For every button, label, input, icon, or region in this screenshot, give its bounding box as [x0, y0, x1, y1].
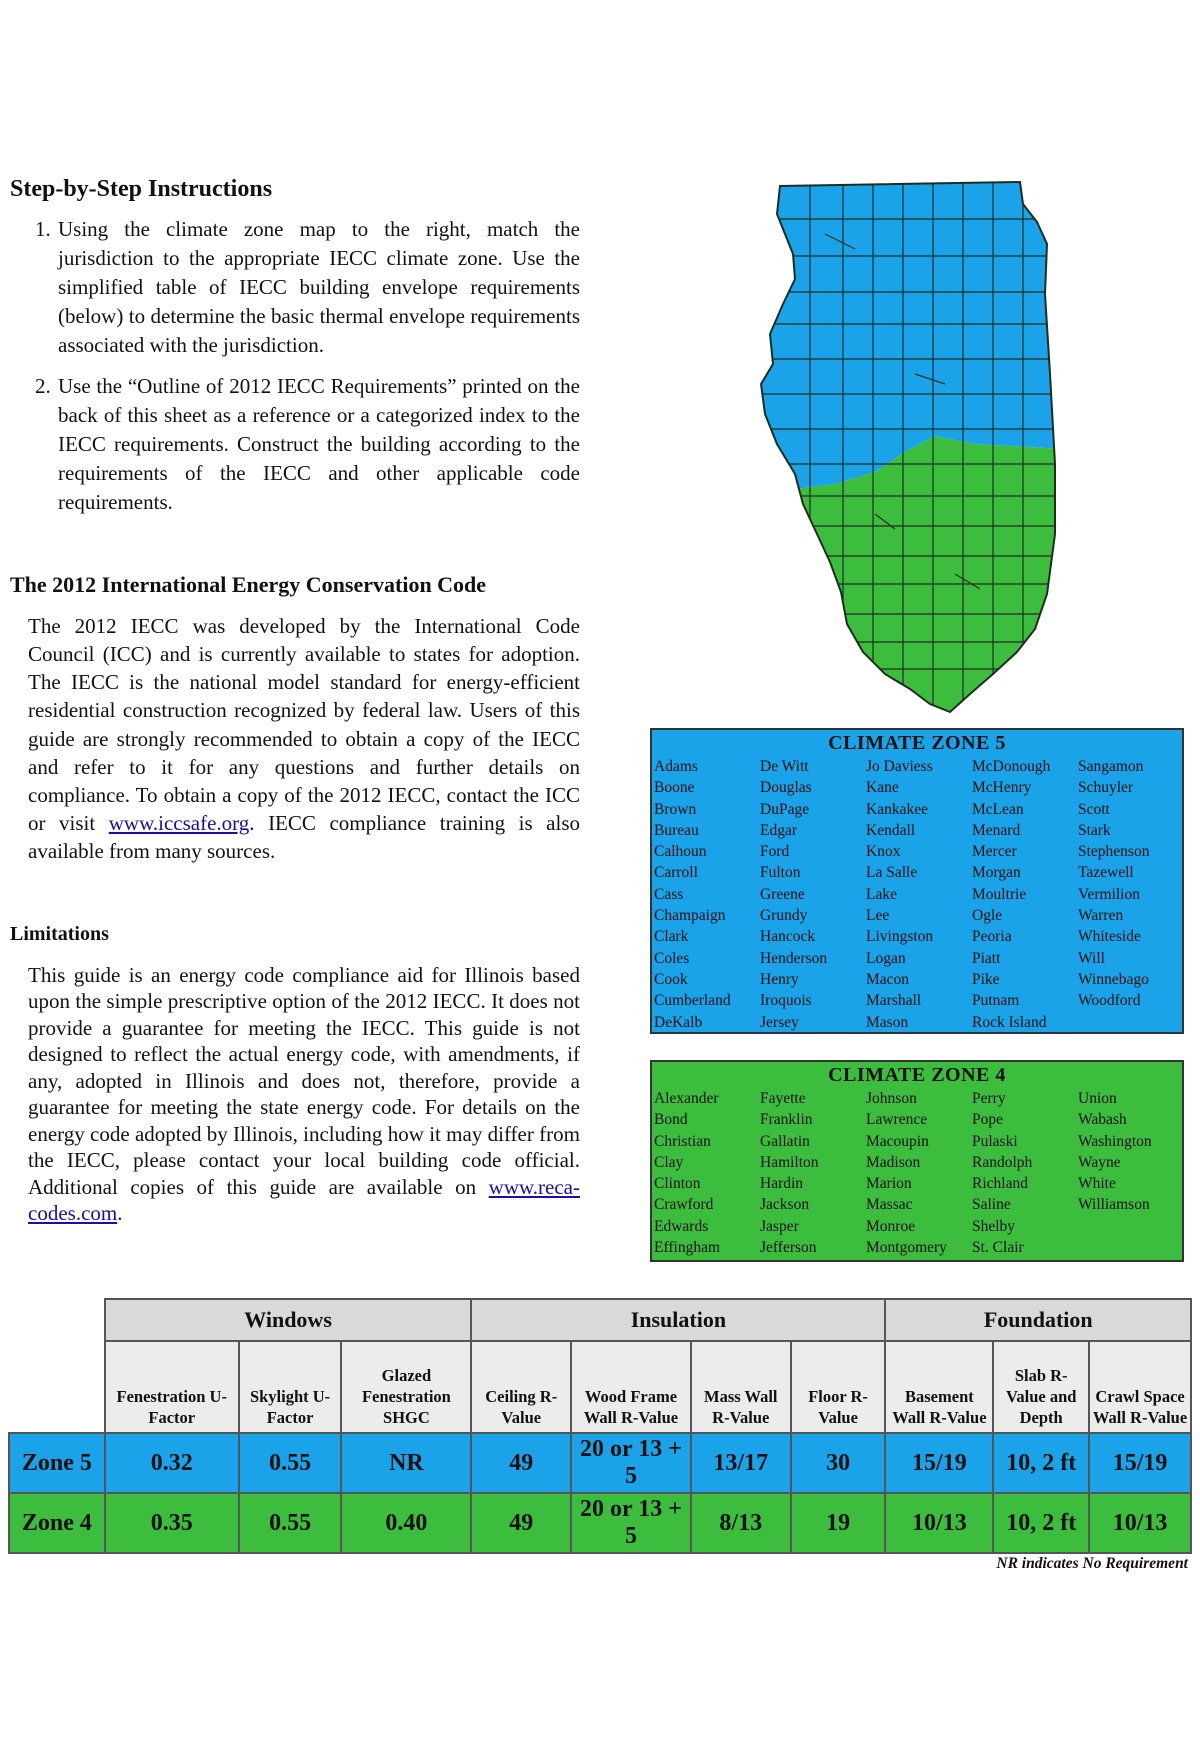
table-cell: 49: [471, 1433, 571, 1493]
county-column: [652, 1088, 758, 1258]
county-name: Morgan: [972, 864, 1021, 882]
county-name: Bureau: [654, 821, 699, 839]
county-name: Clark: [654, 928, 689, 946]
county-name: McLean: [972, 800, 1024, 818]
table-row-zone-5: [9, 1433, 1191, 1493]
limitations-paragraph: This guide is an energy code compliance aid for Illinois based upon the simple prescriptive option of the 2012 IECC. It does not provide a guarantee for meeting the IECC. This guide is not designed to reflect the actual energy code, with amendments, if any, adopted in Illinois and does not, therefore, provide a guarantee for meeting the state energy code. For details on the energy code adopted by Illinois, including how it may differ from the IECC, please contact your local building code official. Additional copies of this guide are available on www.reca-codes.com.: [28, 963, 580, 1226]
county-column: [1076, 756, 1182, 1033]
county-name: St. Clair: [972, 1239, 1024, 1257]
county-name: Lee: [866, 907, 890, 925]
county-name: Jo Daviess: [866, 758, 933, 775]
county-name: Alexander: [654, 1090, 719, 1107]
county-column: [758, 756, 864, 1033]
iecc-paragraph: The 2012 IECC was developed by the International Code Council (ICC) and is currently available to states for adoption. The IECC is the national model standard for energy-efficient residential construction recognized by federal law. Users of this guide are strongly recommended to obtain a copy of the IECC and refer to it for any questions and further details on compliance. To obtain a copy of the 2012 IECC, contact the ICC or visit www.iccsafe.org. IECC compliance training is also available from many sources.: [28, 614, 580, 863]
table-cell: 10/13: [1089, 1493, 1191, 1553]
column-header: Skylight U-Factor: [239, 1341, 342, 1433]
table-cell: 15/19: [885, 1433, 993, 1493]
county-name: Fulton: [760, 864, 801, 882]
county-name: Stark: [1078, 821, 1111, 839]
county-column: [652, 756, 758, 1033]
county-name: Clay: [654, 1153, 684, 1171]
county-name: Ford: [760, 843, 790, 861]
county-name: Carroll: [654, 864, 698, 882]
limitations-title: Limitations: [10, 923, 109, 945]
climate-zone-5-box: [650, 728, 1184, 1034]
county-name: Douglas: [760, 779, 812, 797]
county-column: [864, 1088, 970, 1258]
county-name: Sangamon: [1078, 758, 1144, 775]
county-name: Clinton: [654, 1175, 701, 1193]
zone-label: Zone 4: [9, 1493, 105, 1553]
county-name: Scott: [1078, 800, 1110, 818]
county-name: Kane: [866, 779, 899, 797]
nr-footnote: NR indicates No Requirement: [996, 1555, 1188, 1572]
zone-label: Zone 5: [9, 1433, 105, 1493]
column-header: Floor R-Value: [791, 1341, 886, 1433]
county-name: Randolph: [972, 1153, 1033, 1171]
county-name: Moultrie: [972, 885, 1027, 903]
county-name: Knox: [866, 843, 901, 861]
county-name: Kendall: [866, 821, 916, 839]
county-name: Champaign: [654, 907, 726, 925]
column-header: Crawl Space Wall R-Value: [1089, 1341, 1191, 1433]
table-cell: 10, 2 ft: [993, 1493, 1089, 1553]
county-name: Bond: [654, 1111, 688, 1129]
county-name: Wabash: [1078, 1111, 1127, 1129]
county-name: Logan: [866, 949, 906, 967]
county-name: Washington: [1078, 1132, 1152, 1150]
table-cell: 0.55: [239, 1433, 342, 1493]
county-name: Iroquois: [760, 992, 812, 1010]
county-column: [758, 1088, 864, 1258]
county-name: White: [1078, 1175, 1116, 1193]
column-header: Glazed Fenestration SHGC: [341, 1341, 471, 1433]
column-header: Ceiling R-Value: [471, 1341, 571, 1433]
county-name: Pope: [972, 1111, 1003, 1129]
county-name: Mercer: [972, 843, 1017, 861]
group-header-insulation: Insulation: [471, 1299, 885, 1341]
county-name: Edgar: [760, 821, 798, 839]
county-column: [970, 756, 1076, 1033]
column-header: Slab R-Value and Depth: [993, 1341, 1089, 1433]
county-name: Madison: [866, 1153, 921, 1171]
county-name: Jackson: [760, 1196, 810, 1214]
instructions-list: [10, 215, 580, 517]
county-name: Cumberland: [654, 992, 731, 1010]
county-name: Brown: [654, 800, 697, 818]
county-name: Edwards: [654, 1217, 709, 1235]
county-name: Wayne: [1078, 1153, 1121, 1171]
table-row-zone-4: [9, 1493, 1191, 1553]
county-name: Effingham: [654, 1239, 721, 1257]
county-name: Shelby: [972, 1217, 1016, 1235]
county-name: Cook: [654, 970, 688, 988]
illinois-climate-zone-map: [755, 174, 1065, 714]
table-cell: 8/13: [691, 1493, 791, 1553]
table-cell: 0.32: [105, 1433, 239, 1493]
county-name: Montgomery: [866, 1239, 947, 1257]
county-name: Pike: [972, 970, 1000, 988]
iecc-title: The 2012 International Energy Conservation Code: [10, 572, 487, 597]
requirements-table: [8, 1298, 1192, 1554]
county-name: Pulaski: [972, 1132, 1018, 1150]
climate-zone-4-box: [650, 1060, 1184, 1262]
county-name: Fayette: [760, 1090, 806, 1107]
county-name: McDonough: [972, 758, 1051, 775]
county-column: [864, 756, 970, 1033]
limitations-section: [10, 923, 580, 1227]
column-header: Mass Wall R-Value: [691, 1341, 791, 1433]
iccsafe-link[interactable]: www.iccsafe.org: [108, 810, 250, 835]
county-name: Marion: [866, 1175, 912, 1193]
county-name: Williamson: [1078, 1196, 1150, 1214]
county-name: Calhoun: [654, 843, 707, 861]
table-cell: 20 or 13 + 5: [571, 1433, 691, 1493]
reca-codes-link[interactable]: www.reca-codes.com: [28, 1174, 580, 1226]
county-name: Peoria: [972, 928, 1012, 946]
county-name: Mason: [866, 1013, 909, 1031]
county-name: Hancock: [760, 928, 816, 946]
table-cell: 20 or 13 + 5: [571, 1493, 691, 1553]
county-name: Stephenson: [1078, 843, 1150, 861]
county-name: Ogle: [972, 907, 1003, 925]
county-name: Monroe: [866, 1217, 916, 1235]
climate-zone-5-counties: [652, 756, 1182, 1033]
county-name: DuPage: [760, 800, 810, 818]
climate-zone-5-title: CLIMATE ZONE 5: [828, 732, 1006, 754]
county-name: Franklin: [760, 1111, 813, 1129]
county-name: Warren: [1078, 907, 1124, 925]
table-cell: 10/13: [885, 1493, 993, 1553]
table-cell: 49: [471, 1493, 571, 1553]
county-column: [1076, 1088, 1182, 1258]
county-name: Schuyler: [1078, 779, 1134, 797]
county-name: Lake: [866, 885, 897, 903]
county-name: La Salle: [866, 864, 918, 882]
group-header-windows: Windows: [105, 1299, 472, 1341]
county-name: Coles: [654, 949, 690, 967]
county-name: Gallatin: [760, 1132, 810, 1150]
table-cell: 30: [791, 1433, 886, 1493]
county-name: Whiteside: [1078, 928, 1141, 946]
map-svg: [755, 174, 1065, 714]
climate-zone-4-title: CLIMATE ZONE 4: [828, 1064, 1006, 1086]
county-name: Grundy: [760, 907, 808, 925]
table-cell: 15/19: [1089, 1433, 1191, 1493]
county-name: Tazewell: [1078, 864, 1134, 882]
table-cell: 13/17: [691, 1433, 791, 1493]
county-name: Will: [1078, 949, 1105, 967]
county-name: Jasper: [760, 1217, 799, 1235]
county-name: Boone: [654, 779, 695, 797]
instructions-section: [10, 176, 580, 529]
county-name: Richland: [972, 1175, 1028, 1193]
county-name: Union: [1078, 1090, 1117, 1107]
county-column: [970, 1088, 1076, 1258]
table-cell: 0.40: [341, 1493, 471, 1553]
county-name: Marshall: [866, 992, 922, 1010]
column-header: Wood Frame Wall R-Value: [571, 1341, 691, 1433]
county-name: Massac: [866, 1196, 913, 1214]
county-name: Lawrence: [866, 1111, 928, 1129]
county-name: Piatt: [972, 949, 1001, 967]
group-header-foundation: Foundation: [885, 1299, 1191, 1341]
county-name: Adams: [654, 758, 698, 775]
table-cell: 0.55: [239, 1493, 342, 1553]
county-name: Putnam: [972, 992, 1020, 1010]
column-header: Basement Wall R-Value: [885, 1341, 993, 1433]
county-name: Crawford: [654, 1196, 714, 1214]
county-name: Hardin: [760, 1175, 804, 1193]
county-name: De Witt: [760, 758, 809, 775]
county-name: Cass: [654, 885, 684, 903]
column-header: Fenestration U-Factor: [105, 1341, 239, 1433]
county-name: Perry: [972, 1090, 1006, 1107]
instructions-title: Step-by-Step Instructions: [10, 176, 273, 202]
county-name: Winnebago: [1078, 970, 1149, 988]
instruction-step: 2. Use the “Outline of 2012 IECC Requirements” printed on the back of this sheet as a reference or a categorized index to the IECC requirements. Construct the building according to the requirements of the IECC and other applicable code requirements.: [56, 372, 580, 517]
table-cell: 19: [791, 1493, 886, 1553]
county-name: Johnson: [866, 1090, 917, 1107]
county-name: Woodford: [1078, 992, 1141, 1010]
county-name: Henry: [760, 970, 799, 988]
county-name: Menard: [972, 821, 1021, 839]
county-name: Macon: [866, 970, 910, 988]
county-name: Livingston: [866, 928, 934, 946]
county-name: McHenry: [972, 779, 1032, 797]
table-cell: NR: [341, 1433, 471, 1493]
county-name: Jefferson: [760, 1239, 817, 1257]
county-name: Greene: [760, 885, 805, 903]
county-name: Vermilion: [1078, 885, 1140, 903]
county-name: Saline: [972, 1196, 1011, 1214]
county-name: Macoupin: [866, 1132, 929, 1150]
county-name: Jersey: [760, 1013, 799, 1031]
zone5-region: [755, 174, 1065, 494]
county-name: Henderson: [760, 949, 828, 967]
county-name: Christian: [654, 1132, 711, 1150]
instruction-step: 1. Using the climate zone map to the right, match the jurisdiction to the appropriate IECC climate zone. Use the simplified table of IECC building envelope requirements (below) to determine the basic thermal envelope requirements associated with the jurisdiction.: [56, 215, 580, 360]
table-cell: 10, 2 ft: [993, 1433, 1089, 1493]
iecc-section: [10, 572, 580, 865]
county-name: DeKalb: [654, 1013, 703, 1031]
county-name: Kankakee: [866, 800, 928, 818]
county-name: Rock Island: [972, 1013, 1047, 1031]
county-name: Hamilton: [760, 1153, 819, 1171]
climate-zone-4-counties: [652, 1088, 1182, 1258]
table-cell: 0.35: [105, 1493, 239, 1553]
